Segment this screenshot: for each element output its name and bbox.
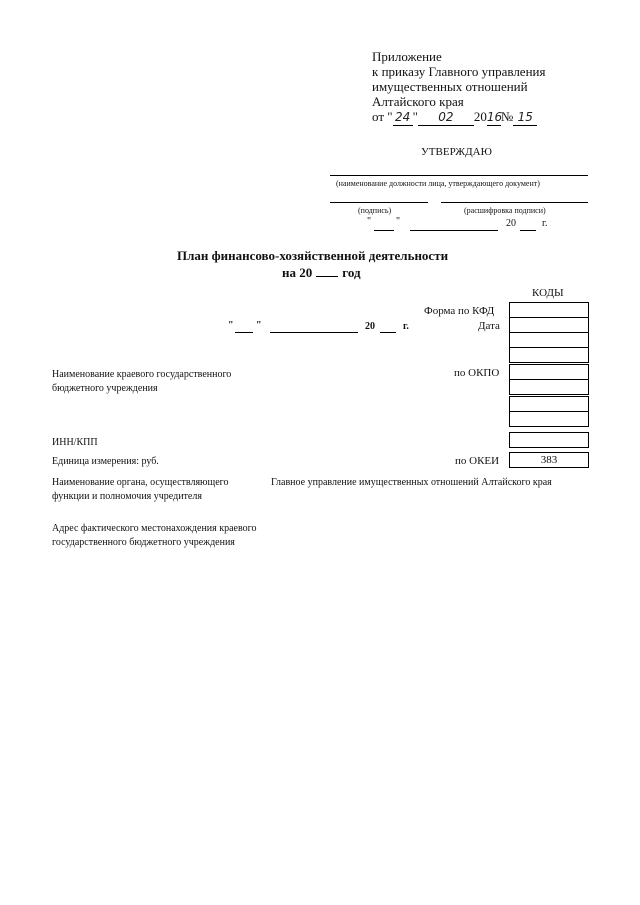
code-cell-4: [509, 347, 589, 363]
approve-year-end: г.: [542, 218, 548, 229]
position-line: [330, 175, 588, 176]
unit-label: Единица измерения: руб.: [52, 456, 159, 467]
order-month: 02: [418, 110, 474, 126]
approve-year: 20: [506, 218, 516, 229]
position-caption: (наименование должности лица, утверждающего документ): [336, 179, 540, 188]
code-cell-date: [509, 317, 589, 333]
code-cell-9: [509, 432, 589, 448]
signature-line: [330, 202, 428, 203]
plan-year: 20: [365, 321, 375, 332]
address-label: Адрес фактического местонахождения краевого государственного бюджетного учреждения: [52, 523, 257, 548]
approve-date-close: ": [396, 216, 401, 227]
approve-day-line: [374, 230, 394, 231]
plan-title: План финансово-хозяйственной деятельности: [177, 248, 449, 263]
okei-label: по ОКЕИ: [455, 455, 500, 467]
founder-value: Главное управление имущественных отношений Алтайского края: [271, 477, 552, 488]
code-cell-okei: 383: [509, 452, 589, 468]
plan-year-blank: [316, 276, 338, 277]
appendix-line-4: Алтайского края: [372, 94, 464, 109]
appendix-block: [372, 49, 612, 125]
form-label: Форма по КФД: [424, 305, 495, 317]
approve-year-line: [520, 230, 536, 231]
code-cell-6: [509, 379, 589, 395]
approve-date-open: ": [367, 216, 372, 227]
decode-line: [441, 202, 588, 203]
order-number: 15: [513, 110, 537, 126]
plan-year-blank-line: [380, 332, 396, 333]
date-prefix: от ": [372, 109, 393, 124]
plan-date-close: ": [256, 320, 262, 331]
code-cell-7: [509, 396, 589, 412]
plan-year-suffix: год: [342, 265, 361, 280]
code-cell-8: [509, 411, 589, 427]
code-cell-okpo: [509, 364, 589, 380]
date-label: Дата: [478, 320, 500, 332]
founder-label: Наименование органа, осуществляющего функции и полномочия учредителя: [52, 477, 229, 502]
plan-year-end: г.: [403, 321, 409, 332]
code-cell-form: [509, 302, 589, 318]
plan-month-line: [270, 332, 358, 333]
appendix-line-2: к приказу Главного управления: [372, 64, 546, 79]
appendix-line-3: имущественных отношений: [372, 79, 528, 94]
codes-header: КОДЫ: [532, 287, 564, 299]
code-cell-3: [509, 332, 589, 348]
order-number-prefix: №: [500, 109, 514, 124]
plan-year-line: [282, 265, 361, 281]
institution-name-label: Наименование краевого государственного бюджетного учреждения: [52, 369, 232, 394]
order-year-suffix: 16: [486, 110, 503, 124]
plan-day-line: [235, 332, 253, 333]
okpo-label: по ОКПО: [454, 367, 500, 379]
approve-title: УТВЕРЖДАЮ: [421, 146, 492, 158]
order-year-prefix: 20: [473, 109, 487, 124]
decode-caption: (расшифровка подписи): [464, 206, 546, 215]
inn-kpp-label: ИНН/КПП: [52, 437, 98, 448]
plan-date-open: ": [228, 320, 234, 331]
appendix-line-1: Приложение: [372, 49, 442, 64]
plan-year-prefix: на 20: [282, 265, 313, 280]
approve-month-line: [410, 230, 498, 231]
appendix-date-line: [372, 109, 612, 125]
signature-caption: (подпись): [358, 206, 392, 215]
order-day: 24: [393, 110, 413, 126]
date-quote: ": [412, 109, 418, 124]
